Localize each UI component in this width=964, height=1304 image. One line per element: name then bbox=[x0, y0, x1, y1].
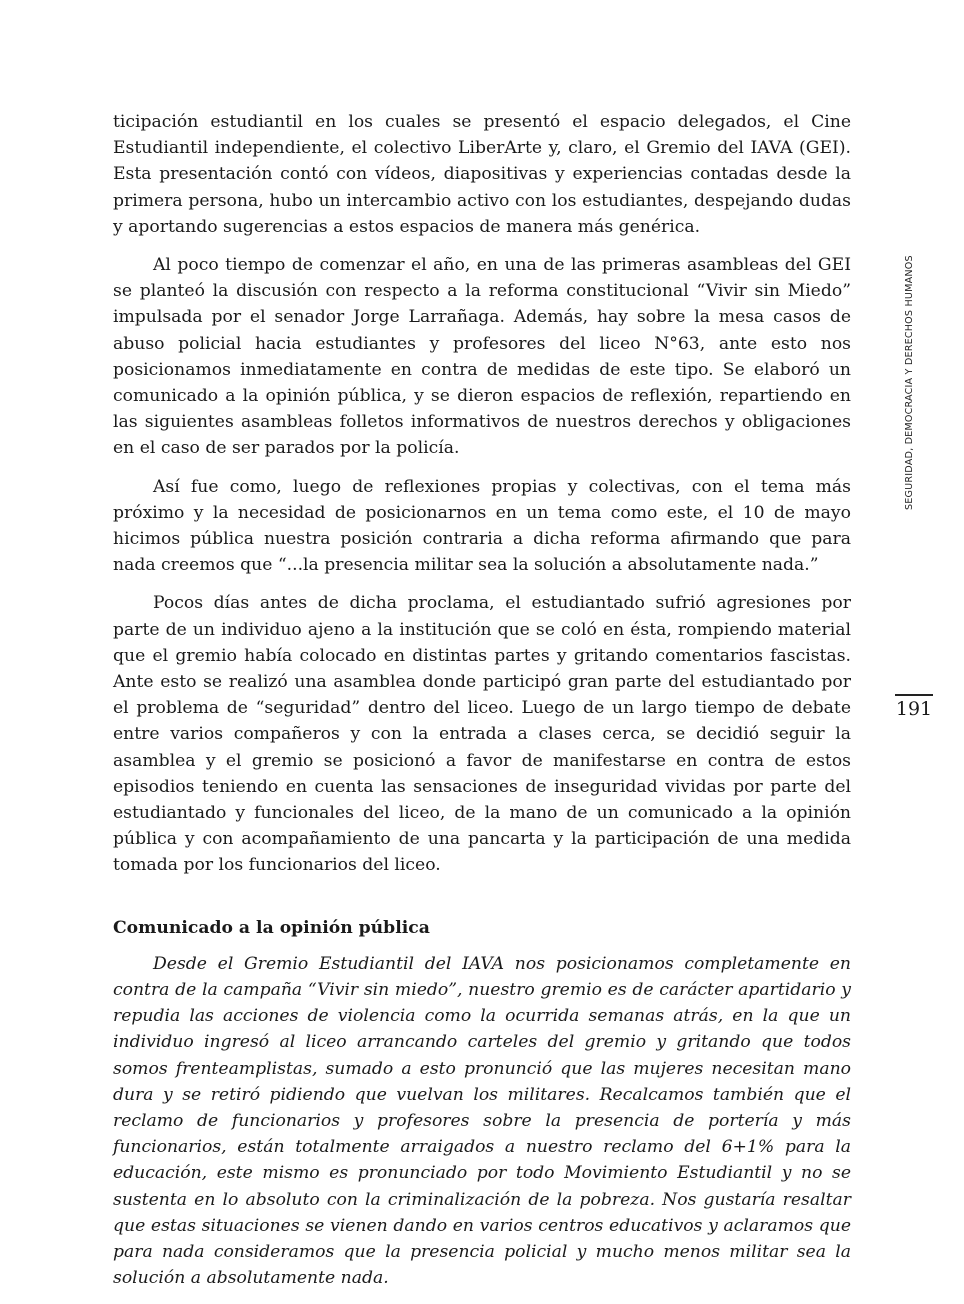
page-number: 191 bbox=[895, 698, 933, 720]
paragraph-continuation: ticipación estudiantil en los cuales se presentó el espacio delegados, el Cine Estudiantil independiente, el colectivo LiberArte y, claro, el Gremio del IAVA (GEI). Esta presentación contó con vídeos, diapositivas y experiencias contadas desde la primera persona, hubo un intercambio activo con los estudiantes, despejando dudas y aportando sugerencias a estos espacios de manera más genérica. bbox=[113, 112, 851, 237]
paragraph-posicion-reforma: Así fue como, luego de reflexiones propias y colectivas, con el tema más próximo y la necesidad de posicionarnos en un tema como este, el 10 de mayo hicimos pública nuestra posición contraria a dicha reforma afirmando que para nada creemos que “...la presencia militar sea la solución a absolutamente nada.” bbox=[113, 476, 851, 576]
page-body bbox=[113, 109, 851, 1303]
page-number-rule bbox=[895, 694, 933, 696]
paragraph-asamblea-gei: Al poco tiempo de comenzar el año, en una de las primeras asambleas del GEI se planteó la discusión con respecto a la reforma constitucional “Vivir sin Miedo” impulsada por el senador Jorge Larrañaga. Además, hay sobre la mesa casos de abuso policial hacia estudiantes y profesores del liceo N°63, ante esto nos posicionamos inmediatamente en contra de medidas de este tipo. Se elaboró un comunicado a la opinión pública, y se dieron espacios de reflexión, repartiendo en las siguientes asambleas folletos informativos de nuestros derechos y obligaciones en el caso de ser parados por la policía. bbox=[113, 255, 851, 459]
paragraph-agresiones: Pocos días antes de dicha proclama, el estudiantado sufrió agresiones por parte de un individuo ajeno a la institución que se coló en ésta, rompiendo material que el gremio había colocado en distintas partes y gritando comentarios fascistas. Ante esto se realizó una asamblea donde participó gran parte del estudiantado por el problema de “seguridad” dentro del liceo. Luego de un largo tiempo de debate entre varios compañeros y con la entrada a clases cerca, se decidió seguir la asamblea y el gremio se posicionó a favor de manifestarse en contra de estos episodios teniendo en cuenta las sensaciones de inseguridad vividas por parte del estudiantado y funcionales del liceo, de la mano de un comunicado a la opinión pública y con acompañamiento de una pancarta y la participación de una medida tomada por los funcionarios del liceo. bbox=[113, 593, 851, 876]
running-side-title: SEGURIDAD, DEMOCRACIA Y DERECHOS HUMANOS bbox=[904, 255, 915, 510]
section-heading: Comunicado a la opinión pública bbox=[113, 917, 430, 938]
comunicado-quote: Desde el Gremio Estudiantil del IAVA nos posicionamos completamente en contra de la campaña “Vivir sin miedo”, nuestro gremio es de carácter apartidario y repudia las acciones de violencia como la ocurrida semanas atrás, en la que un individuo ingresó al liceo arrancando carteles del gremio y gritando que todos somos frenteamplistas, sumado a esto pronunció que las mujeres necesitan mano dura y se retiró pidiendo que vuelvan los militares. Recalcamos también que el reclamo de funcionarios y profesores sobre la presencia de portería y más funcionarios, están totalmente arraigados a nuestro reclamo del 6+1% para la educación, este mismo es pronunciado por todo Movimiento Estudiantil y no se sustenta en lo absoluto con la criminalización de la pobreza. Nos gustaría resaltar que estas situaciones se vienen dando en varios centros educativos y aclaramos que para nada consideramos que la presencia policial y mucho menos militar sea la solución a absolutamente nada. bbox=[113, 953, 851, 1289]
